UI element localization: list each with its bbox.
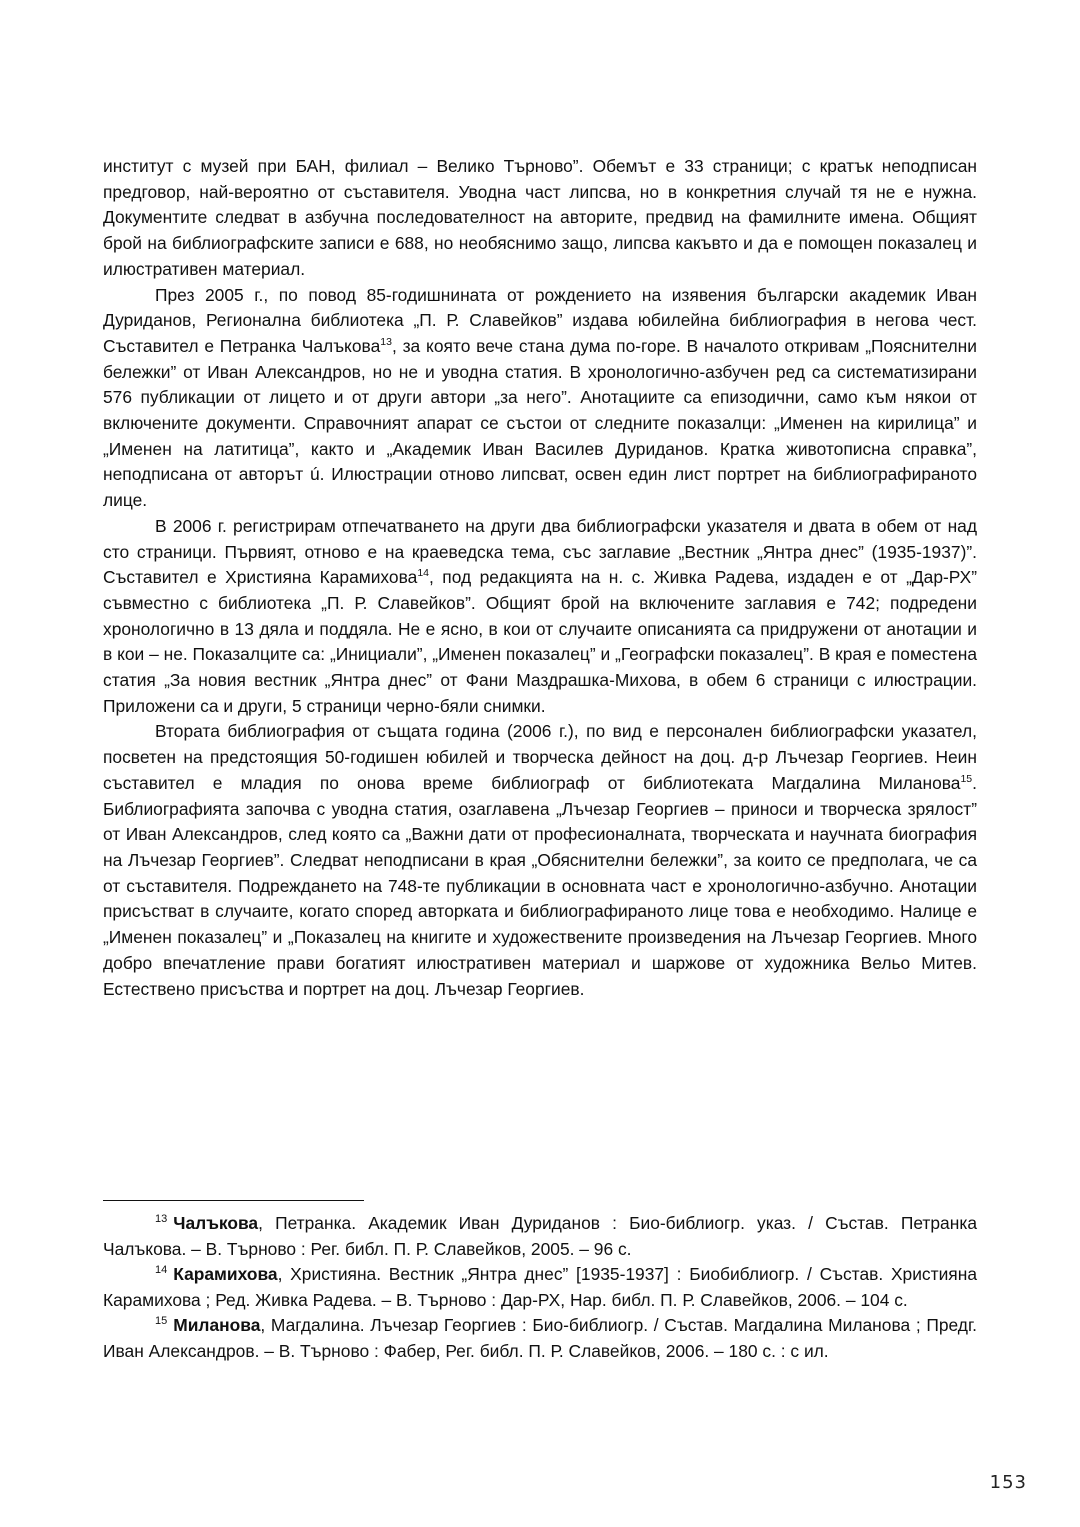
footnote-author: Миланова <box>173 1315 261 1335</box>
footnote-author: Чалъкова <box>173 1213 259 1233</box>
footnote-ref-15[interactable]: 15 <box>960 772 973 785</box>
page-number: 153 <box>989 1472 1027 1493</box>
footnote-text: , Християна. Вестник „Янтра днес” [1935-1937] : Биобиблиогр. / Състав. Християна Карамихова ; Ред. Живка Радева. – В. Търново : Дар-РХ, Нар. библ. П. Р. Славейков, 2006. – 104 с. <box>103 1264 977 1310</box>
footnote-author: Карамихова <box>173 1264 278 1284</box>
footnotes <box>103 1211 977 1364</box>
footnote-ref-14[interactable]: 14 <box>417 567 430 580</box>
footnote-number: 15 <box>155 1315 168 1327</box>
footnote-13 <box>103 1211 977 1262</box>
paragraph-2-text-b: , за която вече стана дума по-горе. В началото откривам „Пояснителни бележки” от Иван Александров, но не и уводна статия. В хронологично-азбучен ред са систематизирани 576 публикации от лицето и от други автори „за него”. Анотациите са епизодични, само към някои от включените документи. Справочният апарат се състои от следните показалци: „Именен на кирилица” и „Именен на латитица”, както и „Академик Иван Василев Дуриданов. Кратка животописна справка”, неподписана от авторът ú. Илюстрации отново липсват, освен един лист портрет на библиографираното лице. <box>103 335 977 511</box>
footnote-number: 14 <box>155 1264 168 1276</box>
footnote-number: 13 <box>155 1213 168 1225</box>
footnote-15 <box>103 1313 977 1364</box>
paragraph-2 <box>103 283 977 514</box>
footnote-text: , Магдалина. Лъчезар Георгиев : Био-библиогр. / Състав. Магдалина Миланова ; Предг. Иван Александров. – В. Търново : Фабер, Рег. библ. П. Р. Славейков, 2006. – 180 с. : с ил. <box>103 1315 977 1361</box>
paragraph-3 <box>103 514 977 720</box>
paragraph-2-text-a: През 2005 г., по повод 85-годишнината от рождението на изявения български академик Иван Дуриданов, Регионална библиотека „П. Р. Славейков” издава юбилейна библиография в негова чест. Съставител е Петранка Чалъкова <box>103 284 977 356</box>
footnote-14 <box>103 1262 977 1313</box>
paragraph-4 <box>103 719 977 1002</box>
paragraph-3-text-a: В 2006 г. регистрирам отпечатването на други два библиографски указателя и двата в обем от над сто страници. Първият, отново е на краеведска тема, със заглавие „Вестник „Янтра днес” (1935-1937)”. Съставител е Християна Карамихова <box>103 515 977 588</box>
document-body <box>103 154 977 1002</box>
paragraph-4-text-a: Втората библиография от същата година (2006 г.), по вид е персонален библиографски указател, посветен на предстоящия 50-годишен юбилей и творческа дейност на доц. д-р Лъчезар Георгиев. Неин съставител е младия по онова време библиограф от библиотеката Магдалина Миланова <box>103 721 977 793</box>
paragraph-4-text-b: . Библиографията започва с уводна статия, озаглавена „Лъчезар Георгиев – приноси и творческа зрялост” от Иван Александров, след която са „Важни дати от професионалната, творческата и научната биография на Лъчезар Георгиев”. Следват неподписани в края „Обяснителни бележки”, за които се предполага, че са от съставителя. Подреждането на 748-те публикации в основната част е хронологично-азбучно. Анотации присъстват в случаите, когато според авторката и библиографираното лице това е необходимо. Налице е „Именен показалец” и „Показалец на книгите и художествените произведения на Лъчезар Георгиев. Много добро впечатление прави богатият илюстративен материал и шаржове от художника Вельо Митев. Естествено присъства и портрет на доц. Лъчезар Георгиев. <box>103 772 977 999</box>
paragraph-1 <box>103 154 977 283</box>
footnote-ref-13[interactable]: 13 <box>380 335 392 348</box>
footnote-text: , Петранка. Академик Иван Дуриданов : Био-библиогр. указ. / Състав. Петранка Чалъкова. – В. Търново : Рег. библ. П. Р. Славейков, 2005. – 96 с. <box>103 1213 977 1259</box>
paragraph-1-text: институт с музей при БАН, филиал – Велико Търново”. Обемът е 33 страници; с кратък неподписан предговор, най-вероятно от съставителя. Уводна част липсва, но в конкретния случай тя не е нужна. Документите следват в азбучна последователност на авторите, предвид на фамилните имена. Общият брой на библиографските записи е 688, но необяснимо защо, липсва какъвто и да е помощен показалец и илюстративен материал. <box>103 156 977 279</box>
footnote-separator <box>103 1200 364 1201</box>
paragraph-3-text-b: , под редакцията на н. с. Живка Радева, издаден е от „Дар-РХ” съвместно с библиотека „П. Р. Славейков”. Общият брой на включените заглавия е 742; подредени хронологично в 13 дяла и поддяла. Не е ясно, в кои от случаите описанията са придружени от анотации и в кои – не. Показалците са: „Инициали”, „Именен показалец” и „Географски показалец”. В края е поместена статия „За новия вестник „Янтра днес” от Фани Маздрашка-Михова, в обем 6 страници с илюстрации. Приложени са и други, 5 страници черно-бяли снимки. <box>103 567 977 716</box>
